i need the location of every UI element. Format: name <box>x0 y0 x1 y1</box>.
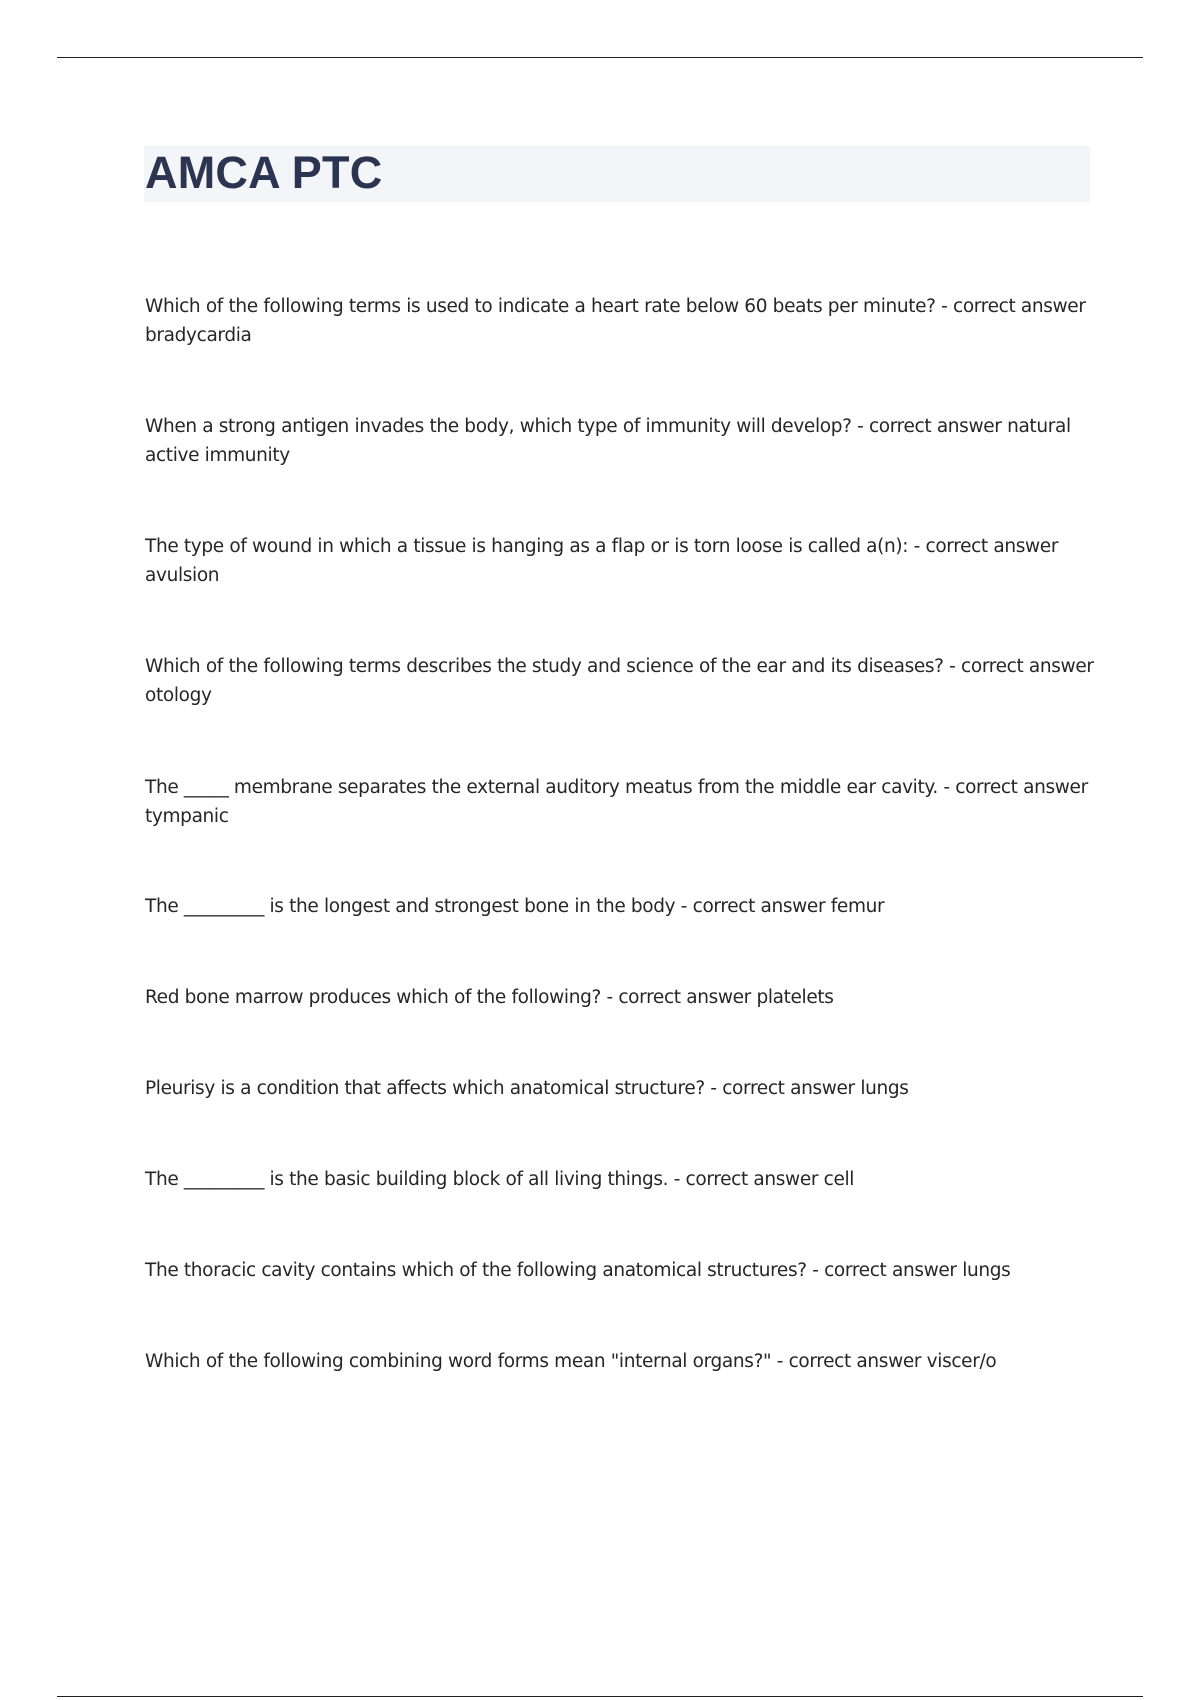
qa-item: Which of the following terms describes the study and science of the ear and its diseases? - correct answer otology <box>145 656 1094 706</box>
qa-item: Which of the following terms is used to indicate a heart rate below 60 beats per minute? - correct answer bradycardia <box>145 296 1086 346</box>
page-title: AMCA PTC <box>145 147 383 198</box>
qa-item: Which of the following combining word forms mean "internal organs?" - correct answer viscer/o <box>145 1351 997 1372</box>
qa-item: The _____ membrane separates the external auditory meatus from the middle ear cavity. - correct answer tympanic <box>145 777 1088 827</box>
qa-item: Red bone marrow produces which of the following? - correct answer platelets <box>145 987 834 1008</box>
qa-item: When a strong antigen invades the body, which type of immunity will develop? - correct answer natural active immunity <box>145 416 1071 466</box>
top-divider <box>57 57 1143 58</box>
qa-item: The _________ is the basic building block of all living things. - correct answer cell <box>145 1169 855 1190</box>
bottom-divider <box>57 1696 1143 1697</box>
qa-item: The type of wound in which a tissue is hanging as a flap or is torn loose is called a(n): - correct answer avulsion <box>145 536 1059 586</box>
qa-item: Pleurisy is a condition that affects which anatomical structure? - correct answer lungs <box>145 1078 909 1099</box>
qa-item: The _________ is the longest and strongest bone in the body - correct answer femur <box>145 896 885 917</box>
qa-item: The thoracic cavity contains which of the following anatomical structures? - correct answer lungs <box>145 1260 1011 1281</box>
